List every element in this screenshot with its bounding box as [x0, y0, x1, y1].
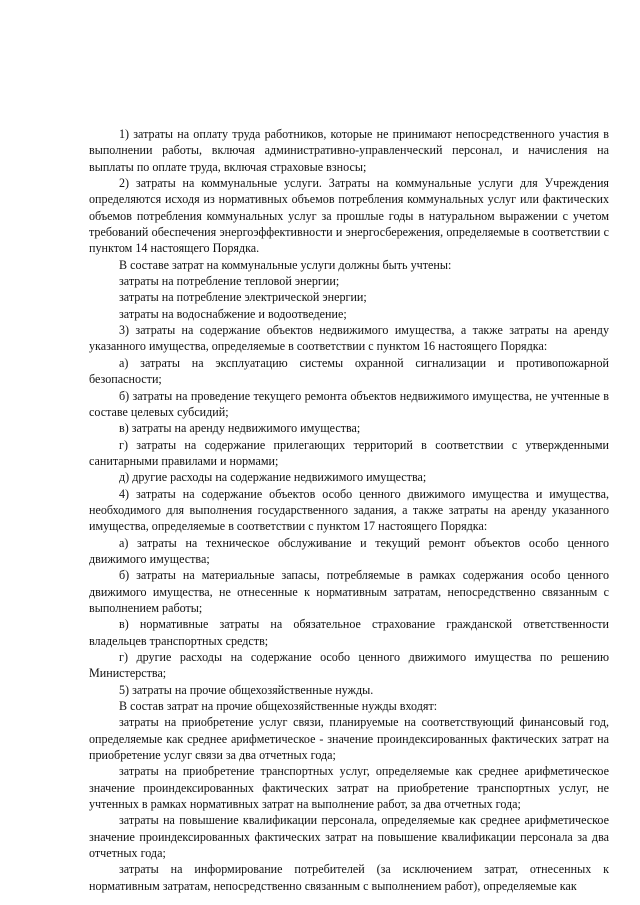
paragraph-18: 5) затраты на прочие общехозяйственные нужды.	[119, 682, 374, 697]
paragraph-23: затраты на информирование потребителей (за исключением затрат, отнесенных к нормативным затратам, непосредственно связанным с выполнением работ), определяемые как	[89, 862, 609, 893]
paragraph-2: 2) затраты на коммунальные услуги. Затраты на коммунальные услуги для Учреждения определяются исходя из нормативных объемов потребления коммунальных услуг или фактических объемов потребления коммунальных услуг за прошлые годы в натуральном выражении с учетом требований обеспечения энергоэффективности и энергосбережения, определяемые в соответствии с пунктом 14 настоящего Порядка.	[89, 176, 609, 256]
paragraph-17: г) другие расходы на содержание особо ценного движимого имущества по решению Министерства;	[89, 650, 609, 681]
paragraph-13: 4) затраты на содержание объектов особо ценного движимого имущества и имущества, необходимого для выполнения государственного задания, а также затраты на аренду указанного имущества, определяемые в соответствии с пунктом 17 настоящего Порядка:	[89, 486, 609, 534]
paragraph-22: затраты на повышение квалификации персонала, определяемые как среднее арифметическое значение проиндексированных фактических затрат на повышение квалификации персонала за два отчетных года;	[89, 813, 609, 861]
paragraph-14: а) затраты на техническое обслуживание и текущий ремонт объектов особо ценного движимого имущества;	[89, 535, 609, 566]
paragraph-21: затраты на приобретение транспортных услуг, определяемые как среднее арифметическое значение проиндексированных фактических затрат на приобретение транспортных услуг, не учтенных в рамках нормативных затрат на выполнение работ, за два отчетных года;	[89, 764, 609, 812]
paragraph-6: затраты на водоснабжение и водоотведение;	[119, 306, 347, 321]
paragraph-10: в) затраты на аренду недвижимого имущества;	[119, 421, 361, 436]
paragraph-19: В состав затрат на прочие общехозяйственные нужды входят:	[119, 699, 438, 714]
document-body	[89, 126, 609, 894]
paragraph-20: затраты на приобретение услуг связи, планируемые на соответствующий финансовый год, определяемые как среднее арифметическое - значение проиндексированных фактических затрат на приобретение услуг связи за два отчетных года;	[89, 715, 609, 763]
paragraph-1: 1) затраты на оплату труда работников, которые не принимают непосредственного участия в выполнении работы, включая административно-управленческий персонал, и начисления на выплаты по оплате труда, включая страховые взносы;	[89, 127, 609, 174]
paragraph-12: д) другие расходы на содержание недвижимого имущества;	[119, 470, 427, 485]
paragraph-9: б) затраты на проведение текущего ремонта объектов недвижимого имущества, не учтенные в составе целевых субсидий;	[89, 388, 609, 419]
paragraph-16: в) нормативные затраты на обязательное страхование гражданской ответственности владельцев транспортных средств;	[89, 617, 609, 648]
paragraph-15: б) затраты на материальные запасы, потребляемые в рамках содержания особо ценного движимого имущества, не отнесенные к нормативным затратам, непосредственно связанным с выполнением работы;	[89, 568, 609, 615]
paragraph-3: В составе затрат на коммунальные услуги должны быть учтены:	[119, 257, 452, 272]
paragraph-4: затраты на потребление тепловой энергии;	[119, 274, 340, 289]
paragraph-7: 3) затраты на содержание объектов недвижимого имущества, а также затраты на аренду указанного имущества, определяемые в соответствии с пунктом 16 настоящего Порядка:	[89, 323, 609, 354]
paragraph-5: затраты на потребление электрической энергии;	[119, 290, 367, 305]
paragraph-8: а) затраты на эксплуатацию системы охранной сигнализации и противопожарной безопасности;	[89, 355, 609, 387]
paragraph-11: г) затраты на содержание прилегающих территорий в соответствии с утвержденными санитарными правилами и нормами;	[89, 437, 609, 468]
